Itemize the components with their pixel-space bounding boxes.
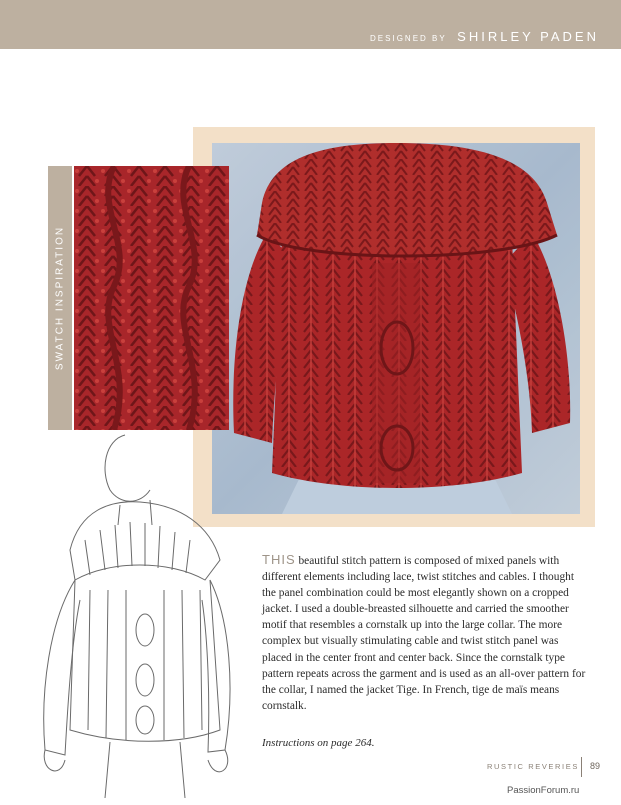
jacket-sketch — [30, 430, 242, 800]
instructions-reference: Instructions on page 264. — [262, 737, 375, 749]
footer-divider — [581, 757, 582, 777]
designer-name: SHIRLEY PADEN — [457, 29, 599, 44]
designer-prefix: DESIGNED BY — [370, 34, 447, 43]
designer-credit — [370, 28, 599, 46]
body-paragraph — [262, 552, 587, 714]
footer-section-title: RUSTIC REVERIES — [487, 762, 579, 771]
swatch-inspiration-label: SWATCH INSPIRATION — [54, 225, 66, 371]
paragraph-text: beautiful stitch pattern is composed of mixed panels with different elements including lace, twist stitches and cables. I thought the panel combination could be most elegantly shown on a cropped jacket. I used a double-breasted silhouette and carried the smoother motif that resembles a cornstalk up into the large collar. The more complex but visually stimulating cable and twist stitch panel was placed in the center front and center back. Since the cornstalk type pattern repeats across the garment and is used as an all-over pattern for the collar, I named the jacket Tige. In French, tige de maïs means cornstalk. — [262, 555, 586, 712]
swatch-photo — [74, 166, 229, 430]
watermark: PassionForum.ru — [507, 785, 580, 796]
jacket-photo — [212, 143, 580, 514]
page-number: 89 — [590, 761, 601, 771]
lead-word: THIS — [262, 552, 296, 567]
